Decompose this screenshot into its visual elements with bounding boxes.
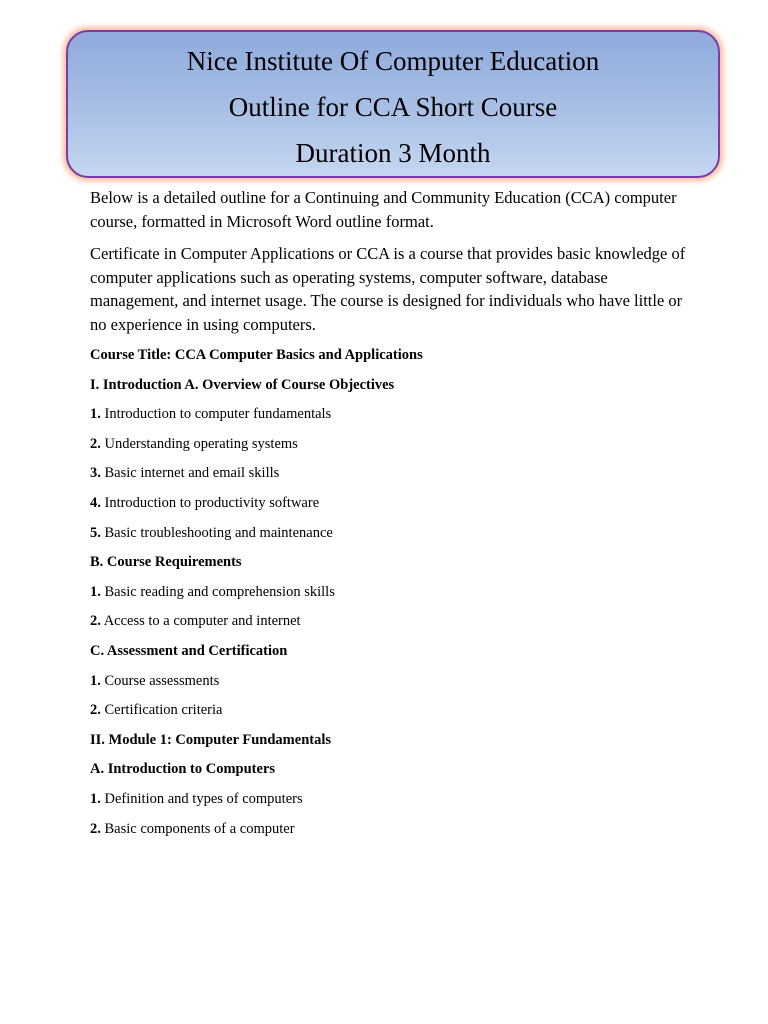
list-number: 1. (90, 672, 101, 689)
course-outline-title: Outline for CCA Short Course (228, 92, 558, 122)
list-text: Introduction to productivity software (100, 494, 320, 511)
section-heading-introduction: I. Introduction A. Overview of Course Objectives (90, 376, 395, 393)
list-number: 2. (90, 613, 101, 630)
cca-description-paragraph: Certificate in Computer Applications or CCA is a course that provides basic knowledge of computer applications such as operating systems, computer software, database management, and internet usage. The course is designed for individuals who have little or no experience in using computers. (90, 244, 686, 334)
list-item (90, 463, 690, 483)
list-item (90, 404, 690, 424)
course-duration: Duration 3 Month (295, 138, 491, 168)
list-item (90, 493, 690, 513)
list-number: 4. (90, 494, 101, 511)
institute-name: Nice Institute Of Computer Education (186, 46, 600, 76)
list-number: 2. (90, 820, 101, 837)
intro-paragraph: Below is a detailed outline for a Continuing and Community Education (CCA) computer course, formatted in Microsoft Word outline format. (90, 188, 677, 231)
list-item (90, 671, 690, 691)
list-item (90, 700, 690, 720)
list-item (90, 434, 690, 454)
list-number: 5. (90, 524, 101, 541)
section-heading-assessment: C. Assessment and Certification (90, 642, 288, 659)
title-banner (66, 30, 720, 178)
list-item (90, 819, 690, 839)
list-item (90, 789, 690, 809)
subheading-introduction-to-computers: A. Introduction to Computers (90, 761, 276, 778)
list-text: Course assessments (100, 672, 220, 689)
list-text: Basic components of a computer (100, 820, 295, 837)
section-heading-requirements: B. Course Requirements (90, 554, 242, 571)
list-text: Basic internet and email skills (100, 465, 280, 482)
list-number: 2. (90, 435, 101, 452)
list-text: Access to a computer and internet (100, 613, 301, 630)
section-heading-module-1: II. Module 1: Computer Fundamentals (90, 731, 332, 748)
list-text: Certification criteria (100, 702, 223, 719)
list-number: 3. (90, 465, 101, 482)
list-number: 1. (90, 790, 101, 807)
list-text: Understanding operating systems (100, 435, 298, 452)
document-body (90, 186, 690, 848)
list-item (90, 523, 690, 543)
list-text: Basic troubleshooting and maintenance (100, 524, 333, 541)
list-number: 1. (90, 406, 101, 423)
list-item (90, 611, 690, 631)
list-number: 1. (90, 583, 101, 600)
list-item (90, 582, 690, 602)
list-number: 2. (90, 702, 101, 719)
list-text: Definition and types of computers (100, 790, 303, 807)
list-text: Basic reading and comprehension skills (100, 583, 335, 600)
list-text: Introduction to computer fundamentals (100, 406, 332, 423)
course-title: Course Title: CCA Computer Basics and Applications (90, 347, 423, 363)
